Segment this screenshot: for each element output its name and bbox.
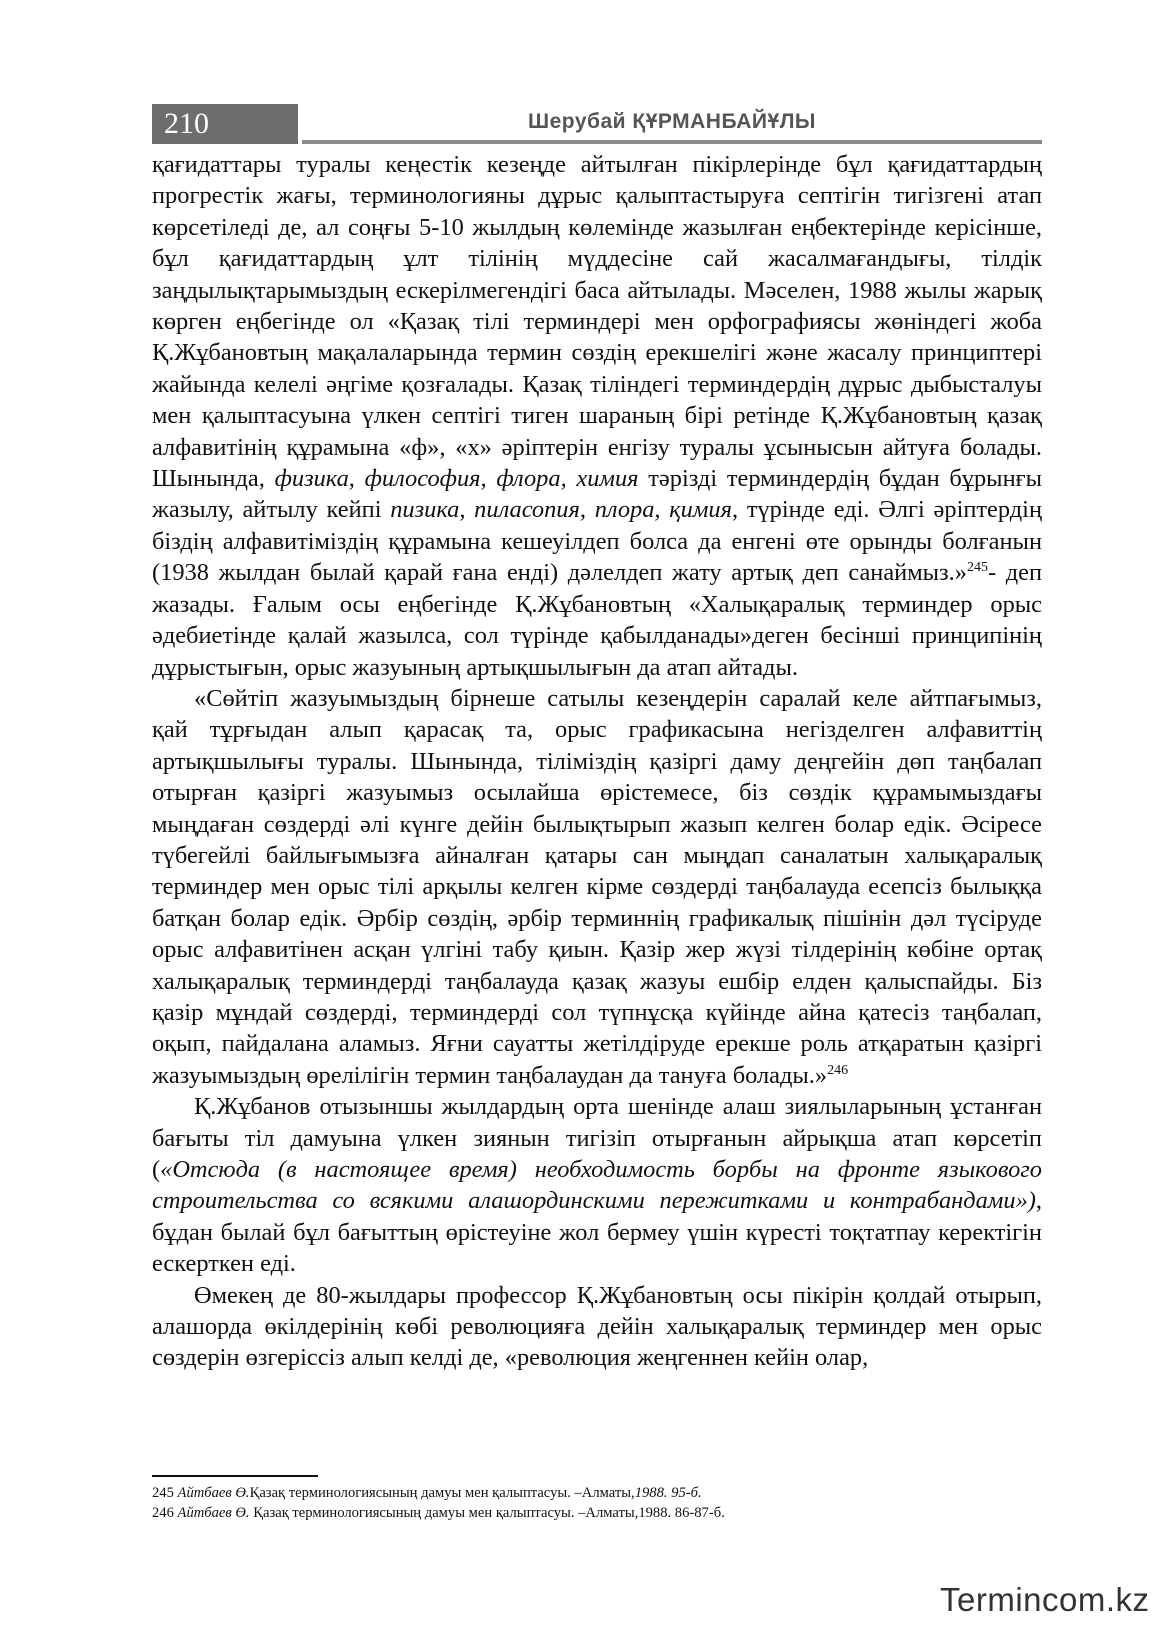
text-run: , түрінде еді. Әлгі әріптердің біздің алфавитіміздің құрамына кешеуілдеп болса да енгені өте орынды болғанын (1938 жылдан былай қарай ғана енді) дәлелдеп жату артық деп санаймыз.» <box>152 496 1042 587</box>
body-text <box>152 149 1042 1374</box>
footnote-title: Қазақ терминологиясының дамуы мен қалыптасуы. –Алматы,1988. 86-87-б. <box>249 1505 725 1521</box>
footnote-ref: 245 <box>966 560 988 576</box>
text-run: «Сөйтіп жазуымыздың бірнеше сатылы кезеңдерін саралай келе айтпағымыз, қай тұрғыдан алып қарасақ та, орыс графикасына негізделген алфавиттің артықшылығы туралы. Шынында, тіліміздің қазіргі даму деңгейін дөп таңбалап отырған қазіргі жазуымыз осылайша өрістемесе, біз сөздік құрамымыздағы мыңдаған сөздерді әлі күнге дейін былықтырып жазып келген болар едік. Әсіресе түбегейлі байлығымызға айналған қатары сан мыңдап саналатын халықаралық терминдер мен орыс тілі арқылы келген кірме сөздерді таңбалауда есепсіз былыққа батқан болар едік. Әрбір сөздің, әрбір терминнің графикалық пішінін дәл түсіруде орыс алфавитінен асқан үлгіні табу қиын. Қазір жер жүзі тілдерінің көбіне ортақ халықаралық терминдерді таңбалауда қазақ жазуы ешбір елден қалыспайды. Біз қазір мұндай сөздерді, терминдерді сол түпнұсқа күйінде айна қатесіз таңбалап, оқып, пайдалана аламыз. Яғни сауатты жетілдіруде ерекше роль атқаратын қазіргі жазуымыздың өрелілігін термин таңбалаудан да тануға болады.» <box>152 684 1042 1089</box>
text-run: қағидаттары туралы кеңестік кезеңде айтылған пікірлерінде бұл қағидаттардың прогрестік жағы, терминологияны дұрыс қалыптастыруға септігін тигізгені атап көрсетіледі де, ал соңғы 5-10 жылдың көлемінде жазылған еңбектерінде керісінше, бұл қағидаттардың ұлт тілінің мүддесіне сай жасалмағандығы, тілдік заңдылықтарымыздың ескерілмегендігі баса айтылады. Мәселен, 1988 жылы жарық көрген еңбегінде ол «Қазақ тілі терминдері мен орфографиясы жөніндегі жоба Қ.Жұбановтың мақалаларында термин сөздің ерекшелігі және жасалу принциптері жайында келелі әңгіме қозғалады. Қазақ тіліндегі терминдердің дұрыс дыбысталуы мен қалыптасуына үлкен септігі тиген шараның бірі ретінде Қ.Жұбановтың қазақ алфавитінің құрамына «ф», «х» әріптерін енгізу туралы ұсынысын айтуға болады. Шынында, <box>152 151 1042 493</box>
paragraph-1 <box>152 149 1042 683</box>
termincom-logo: Termincom.kz <box>940 1581 1150 1618</box>
running-head-author: Шерубай ҚҰРМАНБАЙҰЛЫ <box>528 110 816 133</box>
footnote-245 <box>152 1483 1042 1503</box>
footnotes <box>152 1483 1042 1523</box>
italic-text: физика, философия, флора, химия <box>274 465 639 493</box>
footnote-ref: 246 <box>827 1062 849 1078</box>
text-run: Өмекең де 80-жылдары профессор Қ.Жұбановтың осы пікірін қолдай отырып, алашорда өкілдерінің көбі революцияға дейін халықаралық терминдер мен орыс сөздерін өзгеріссіз алып келді де, «революция жеңгеннен кейін олар, <box>152 1281 1042 1372</box>
paragraph-3 <box>152 1091 1042 1279</box>
footnote-title: Қазақ терминологиясының дамуы мен қалыптасуы. –Алматы, <box>249 1485 635 1501</box>
page-number: 210 <box>152 104 298 144</box>
text-run: тәрізді терминдердің бұдан бұрынғы жазылу, айтылу кейпі <box>152 465 1043 524</box>
text-run: , бұдан былай бұл бағыттың өрістеуіне жол бермеу үшін күресті тоқтатпау керектігін ескерткен еді. <box>152 1187 1042 1278</box>
footnote-rule <box>152 1475 318 1477</box>
footnote-246 <box>152 1503 1042 1523</box>
footnote-number: 245 <box>152 1485 178 1501</box>
paragraph-2 <box>152 683 1042 1091</box>
paragraph-4 <box>152 1280 1042 1374</box>
footnote-year-pages: 1988. 95-б. <box>634 1485 702 1501</box>
page-header <box>152 104 1042 144</box>
footnote-author: Айтбаев Ө. <box>177 1505 250 1521</box>
header-rule <box>302 140 1042 144</box>
footnote-author: Айтбаев Ө. <box>177 1485 250 1501</box>
italic-text: пизика, пиласопия, плора, қимия <box>390 496 732 524</box>
italic-text: «Отсюда (в настоящее время) необходимость борбы на фронте языкового строительства со всякими алашординскими пережитками и контрабандами») <box>152 1156 1042 1215</box>
footnote-number: 246 <box>152 1505 178 1521</box>
text-run: - деп жазады. Ғалым осы еңбегінде Қ.Жұбановтың «Халықаралық терминдер орыс әдебиетінде қалай жазылса, сол түрінде қабылданады»деген бесінші принципінің дұрыстығын, орыс жазуының артықшылығын да атап айтады. <box>152 559 1043 681</box>
text-run: Қ.Жұбанов отызыншы жылдардың орта шенінде алаш зиялыларының ұстанған бағыты тіл дамуына үлкен зиянын тигізіп отырғанын айрықша атап көрсетіп ( <box>152 1093 1042 1183</box>
